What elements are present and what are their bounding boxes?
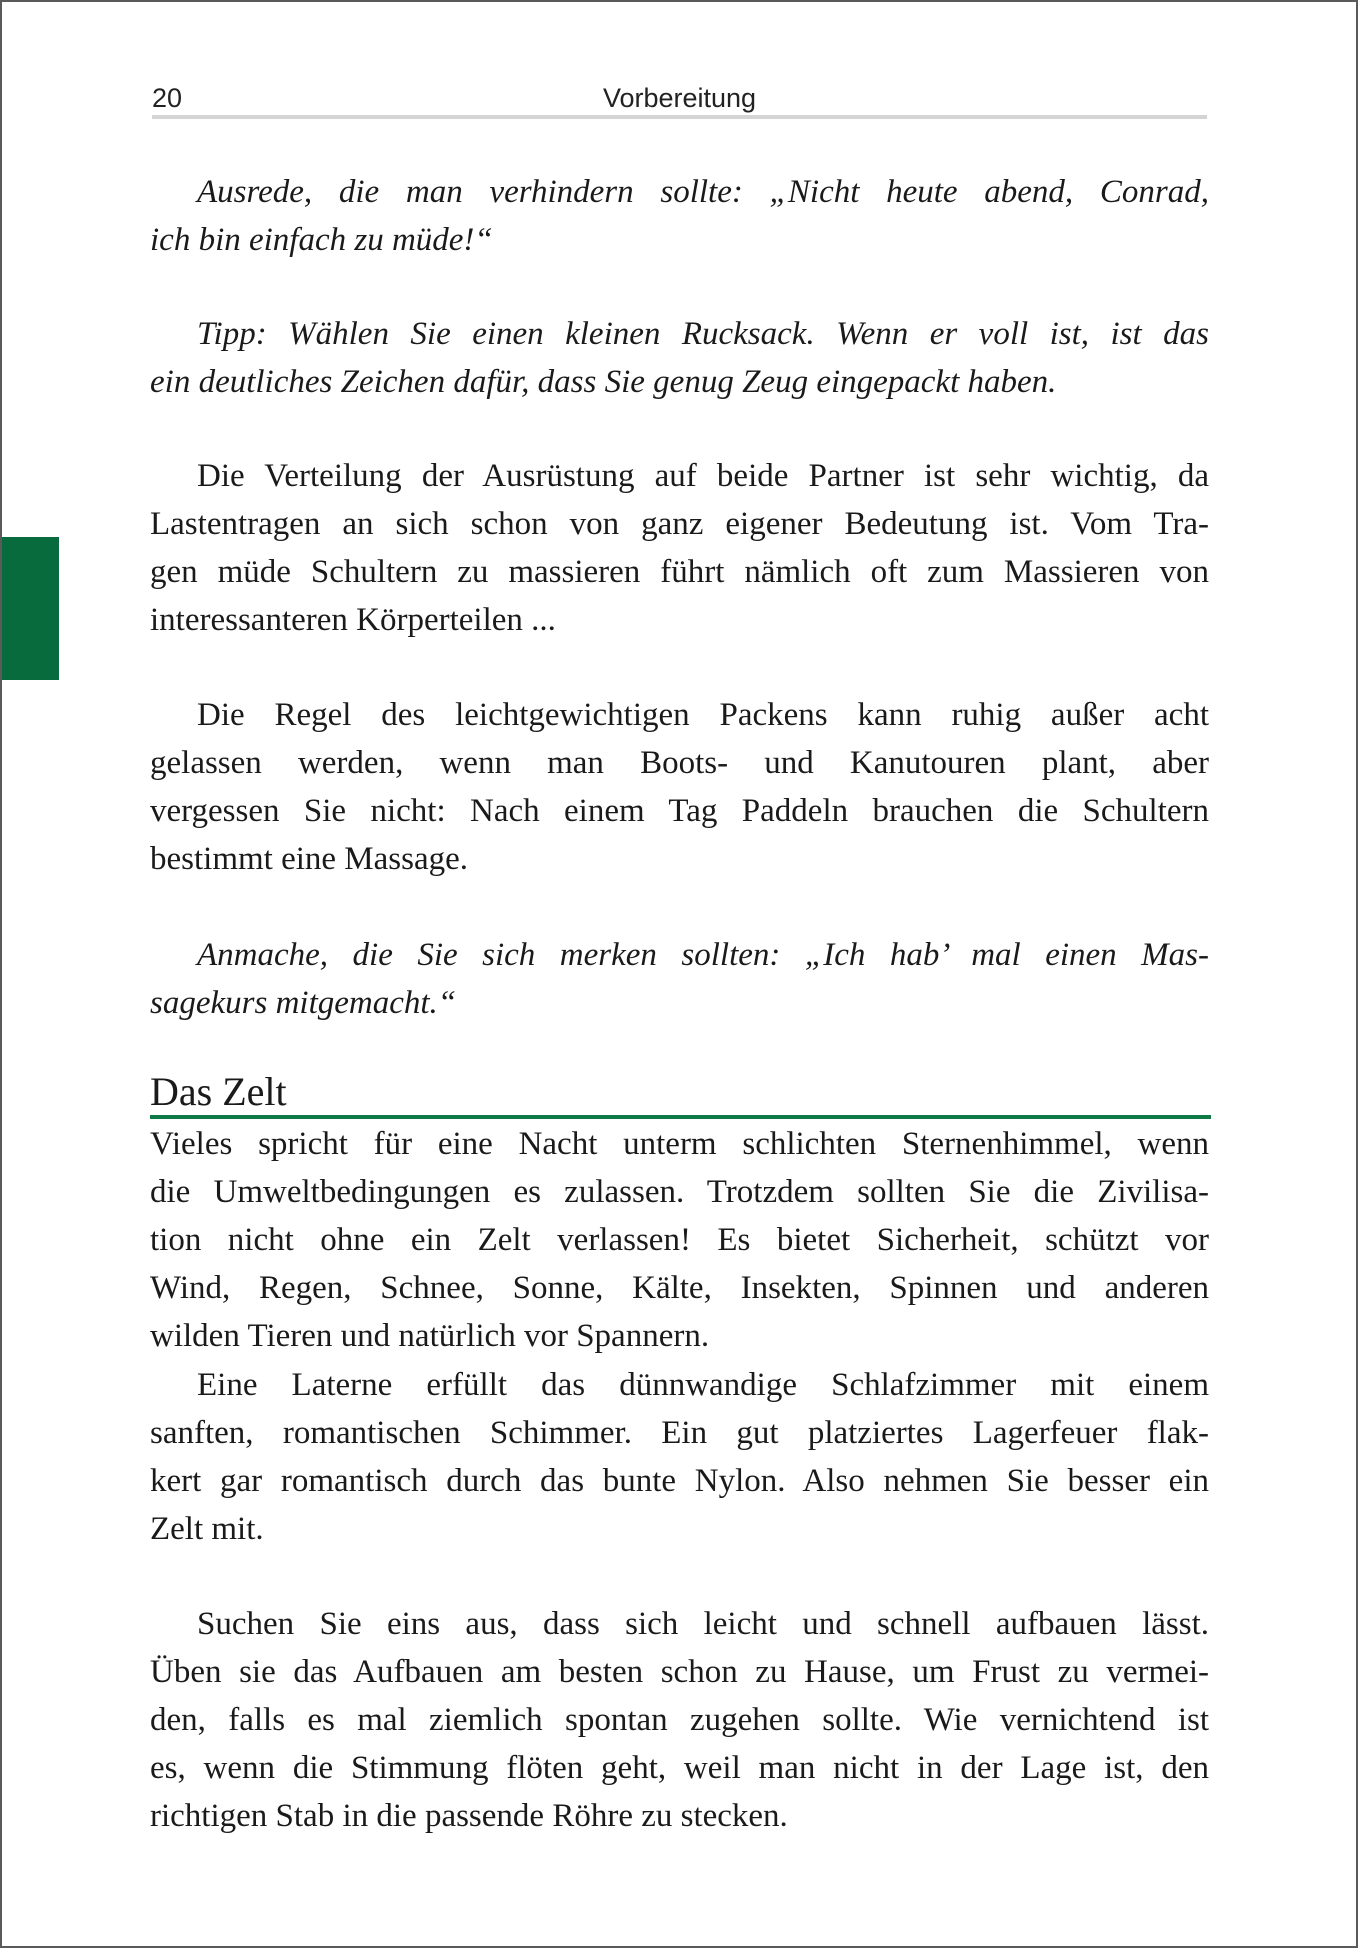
text-line: Ausrede, die man verhindern sollte: „Nicht heute abend, Conrad, [197, 174, 1209, 210]
text-line: sanften, romantischen Schimmer. Ein gut platziertes Lagerfeuer flak- [150, 1415, 1209, 1451]
text-line: bestimmt eine Massage. [150, 841, 469, 877]
section-paragraph [150, 1600, 1209, 1840]
text-line: Suchen Sie eins aus, dass sich leicht und schnell aufbauen lässt. [197, 1606, 1209, 1642]
text-line: richtigen Stab in die passende Röhre zu stecken. [150, 1798, 788, 1834]
text-line: tion nicht ohne ein Zelt verlassen! Es bietet Sicherheit, schützt vor [150, 1222, 1209, 1258]
body-paragraph [150, 691, 1209, 883]
text-line: Zelt mit. [150, 1511, 264, 1547]
text-line: Lastentragen an sich schon von ganz eigener Bedeutung ist. Vom Tra- [150, 506, 1209, 542]
text-line: ein deutliches Zeichen dafür, dass Sie genug Zeug eingepackt haben. [150, 364, 1057, 400]
chapter-title: Vorbereitung [602, 83, 757, 113]
quote-paragraph-excuse [150, 168, 1209, 264]
text-line: Anmache, die Sie sich merken sollten: „Ich hab’ mal einen Mas- [197, 937, 1209, 973]
body-paragraph [150, 452, 1209, 644]
text-line: den, falls es mal ziemlich spontan zugehen sollte. Wie vernichtend ist [150, 1702, 1209, 1738]
text-line: Die Verteilung der Ausrüstung auf beide Partner ist sehr wichtig, da [197, 458, 1209, 494]
chapter-thumb-tab [2, 537, 59, 680]
text-line: Eine Laterne erfüllt das dünnwandige Schlafzimmer mit einem [197, 1367, 1209, 1403]
text-line: Tipp: Wählen Sie einen kleinen Rucksack. Wenn er voll ist, ist das [197, 316, 1209, 352]
text-line: Vieles spricht für eine Nacht unterm schlichten Sternenhimmel, wenn [150, 1126, 1209, 1162]
page-number: 20 [152, 83, 183, 113]
text-line: vergessen Sie nicht: Nach einem Tag Paddeln brauchen die Schultern [150, 793, 1209, 829]
running-header [152, 82, 1207, 118]
section-heading: Das Zelt [150, 1069, 287, 1114]
text-line: sagekurs mitgemacht.“ [150, 985, 457, 1021]
section-paragraph [150, 1361, 1209, 1553]
text-line: es, wenn die Stimmung flöten geht, weil man nicht in der Lage ist, den [150, 1750, 1209, 1786]
text-line: ich bin einfach zu müde!“ [150, 222, 493, 258]
text-line: die Umweltbedingungen es zulassen. Trotzdem sollten Sie die Zivilisa- [150, 1174, 1209, 1210]
text-line: Wind, Regen, Schnee, Sonne, Kälte, Insekten, Spinnen und anderen [150, 1270, 1209, 1306]
section-paragraph [150, 1120, 1209, 1360]
text-line: gelassen werden, wenn man Boots- und Kanutouren plant, aber [150, 745, 1209, 781]
text-line: kert gar romantisch durch das bunte Nylon. Also nehmen Sie besser ein [150, 1463, 1209, 1499]
tip-paragraph [150, 310, 1209, 406]
text-line: Die Regel des leichtgewichtigen Packens kann ruhig außer acht [197, 697, 1209, 733]
text-line: Üben sie das Aufbauen am besten schon zu Hause, um Frust zu vermei- [150, 1654, 1209, 1690]
text-line: interessanteren Körperteilen ... [150, 602, 556, 638]
header-rule [152, 115, 1207, 119]
quote-paragraph-pickup-line [150, 931, 1209, 1027]
text-line: gen müde Schultern zu massieren führt nämlich oft zum Massieren von [150, 554, 1209, 590]
text-line: wilden Tieren und natürlich vor Spannern. [150, 1318, 710, 1354]
section-heading-rule [150, 1115, 1211, 1119]
